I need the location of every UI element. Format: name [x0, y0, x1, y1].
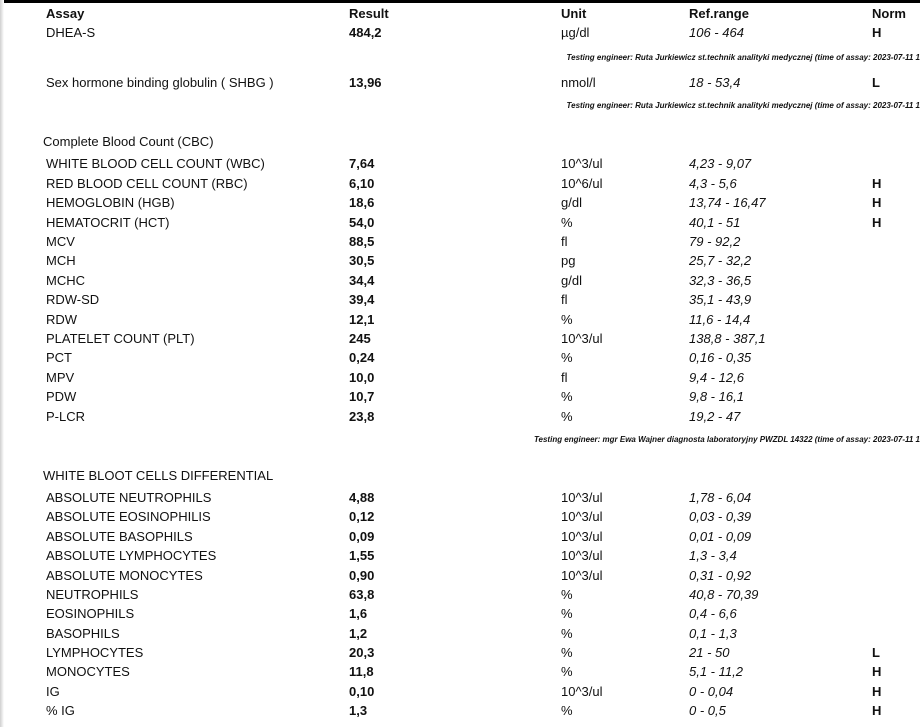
ref-range-value: 19,2 - 47: [689, 409, 741, 424]
header-ref-range: Ref.range: [689, 6, 749, 21]
table-row: [0, 329, 920, 349]
table-row: [0, 527, 920, 547]
header-result: Result: [349, 6, 389, 21]
result-value: 1,6: [349, 606, 368, 621]
ref-range-value: 138,8 - 387,1: [689, 331, 766, 346]
result-value: 30,5: [349, 253, 375, 268]
ref-range-value: 5,1 - 11,2: [689, 664, 743, 679]
assay-name: NEUTROPHILS: [46, 587, 139, 602]
result-value: 10,7: [349, 389, 375, 404]
unit-value: 10^3/ul: [561, 490, 603, 505]
unit-value: %: [561, 626, 573, 641]
ref-range-value: 21 - 50: [689, 645, 730, 660]
ref-range-value: 0 - 0,5: [689, 703, 726, 718]
ref-range-value: 0 - 0,04: [689, 684, 734, 699]
table-header: [0, 4, 920, 24]
unit-value: fl: [561, 370, 568, 385]
ref-range-value: 9,8 - 16,1: [689, 389, 744, 404]
result-value: 0,10: [349, 684, 375, 699]
unit-value: fl: [561, 292, 568, 307]
norm-flag: H: [872, 664, 882, 679]
table-row: [0, 585, 920, 605]
table-row: [0, 662, 920, 682]
unit-value: 10^3/ul: [561, 509, 603, 524]
header-norm: Norm: [872, 6, 906, 21]
testing-engineer-note: Testing engineer: Ruta Jurkiewicz st.technik analityki medycznej (time of assay: 2023-07-11 1: [566, 53, 920, 62]
unit-value: 10^3/ul: [561, 684, 603, 699]
assay-name: Sex hormone binding globulin ( SHBG ): [46, 75, 274, 90]
table-row: [0, 566, 920, 586]
result-value: 484,2: [349, 25, 382, 40]
unit-value: g/dl: [561, 195, 582, 210]
ref-range-value: 11,6 - 14,4: [689, 312, 751, 327]
unit-value: %: [561, 664, 573, 679]
unit-value: 10^3/ul: [561, 529, 603, 544]
result-value: 39,4: [349, 292, 375, 307]
assay-name: LYMPHOCYTES: [46, 645, 144, 660]
assay-name: ABSOLUTE EOSINOPHILIS: [46, 509, 211, 524]
table-row: [0, 193, 920, 213]
norm-flag: L: [872, 75, 880, 90]
norm-flag: L: [872, 645, 880, 660]
ref-range-value: 40,8 - 70,39: [689, 587, 759, 602]
assay-name: MONOCYTES: [46, 664, 130, 679]
table-row: [0, 682, 920, 702]
result-value: 54,0: [349, 215, 375, 230]
ref-range-value: 18 - 53,4: [689, 75, 741, 90]
table-row: [0, 174, 920, 194]
assay-name: EOSINOPHILS: [46, 606, 135, 621]
unit-value: %: [561, 645, 573, 660]
table-row: [0, 232, 920, 252]
result-value: 23,8: [349, 409, 375, 424]
unit-value: 10^3/ul: [561, 568, 603, 583]
assay-name: MPV: [46, 370, 75, 385]
table-row: [0, 624, 920, 644]
table-row: [0, 251, 920, 271]
assay-name: ABSOLUTE LYMPHOCYTES: [46, 548, 217, 563]
result-value: 1,3: [349, 703, 368, 718]
testing-engineer-note: Testing engineer: Ruta Jurkiewicz st.technik analityki medycznej (time of assay: 2023-07-11 1: [566, 101, 920, 110]
ref-range-value: 79 - 92,2: [689, 234, 741, 249]
assay-name: DHEA-S: [46, 25, 96, 40]
result-value: 10,0: [349, 370, 375, 385]
norm-flag: H: [872, 684, 882, 699]
assay-name: WHITE BLOOD CELL COUNT (WBC): [46, 156, 265, 171]
ref-range-value: 9,4 - 12,6: [689, 370, 744, 385]
assay-name: ABSOLUTE BASOPHILS: [46, 529, 193, 544]
testing-engineer-note: Testing engineer: mgr Ewa Wajner diagnosta laboratoryjny PWZDL 14322 (time of assay: 2023-07-11 1: [533, 435, 920, 444]
result-value: 18,6: [349, 195, 375, 210]
assay-name: HEMATOCRIT (HCT): [46, 215, 170, 230]
ref-range-value: 1,78 - 6,04: [689, 490, 752, 505]
ref-range-value: 32,3 - 36,5: [689, 273, 752, 288]
table-row: [0, 546, 920, 566]
ref-range-value: 0,03 - 0,39: [689, 509, 752, 524]
unit-value: 10^3/ul: [561, 548, 603, 563]
result-value: 7,64: [349, 156, 375, 171]
ref-range-value: 106 - 464: [689, 25, 744, 40]
unit-value: nmol/l: [561, 75, 596, 90]
result-value: 0,90: [349, 568, 375, 583]
assay-name: BASOPHILS: [46, 626, 120, 641]
table-row: [0, 23, 920, 43]
result-value: 20,3: [349, 645, 375, 660]
table-row: [0, 271, 920, 291]
header-unit: Unit: [561, 6, 587, 21]
result-value: 88,5: [349, 234, 375, 249]
ref-range-value: 0,1 - 1,3: [689, 626, 737, 641]
table-row: [0, 310, 920, 330]
ref-range-value: 0,01 - 0,09: [689, 529, 752, 544]
ref-range-value: 4,23 - 9,07: [689, 156, 752, 171]
unit-value: %: [561, 409, 573, 424]
result-value: 4,88: [349, 490, 375, 505]
ref-range-value: 25,7 - 32,2: [689, 253, 752, 268]
norm-flag: H: [872, 176, 882, 191]
table-row: [0, 368, 920, 388]
unit-value: %: [561, 215, 573, 230]
ref-range-value: 4,3 - 5,6: [689, 176, 737, 191]
norm-flag: H: [872, 25, 882, 40]
assay-name: PLATELET COUNT (PLT): [46, 331, 195, 346]
unit-value: µg/dl: [561, 25, 590, 40]
result-value: 6,10: [349, 176, 375, 191]
result-value: 0,12: [349, 509, 375, 524]
ref-range-value: 0,16 - 0,35: [689, 350, 752, 365]
result-value: 0,24: [349, 350, 375, 365]
unit-value: %: [561, 703, 573, 718]
unit-value: %: [561, 587, 573, 602]
norm-flag: H: [872, 195, 882, 210]
section-title-differential: WHITE BLOOT CELLS DIFFERENTIAL: [43, 468, 274, 483]
table-row: [0, 290, 920, 310]
assay-name: PDW: [46, 389, 77, 404]
unit-value: g/dl: [561, 273, 582, 288]
table-row: [0, 387, 920, 407]
assay-name: % IG: [46, 703, 75, 718]
norm-flag: H: [872, 215, 882, 230]
top-border-line: [0, 0, 920, 3]
result-value: 13,96: [349, 75, 382, 90]
ref-range-value: 0,4 - 6,6: [689, 606, 737, 621]
unit-value: %: [561, 606, 573, 621]
result-value: 1,55: [349, 548, 375, 563]
assay-name: MCV: [46, 234, 75, 249]
table-row: [0, 507, 920, 527]
ref-range-value: 1,3 - 3,4: [689, 548, 737, 563]
ref-range-value: 0,31 - 0,92: [689, 568, 752, 583]
assay-name: RDW: [46, 312, 78, 327]
assay-name: MCH: [46, 253, 76, 268]
table-row: [0, 604, 920, 624]
table-row: [0, 348, 920, 368]
unit-value: %: [561, 350, 573, 365]
assay-name: ABSOLUTE NEUTROPHILS: [46, 490, 212, 505]
result-value: 11,8: [349, 664, 374, 679]
assay-name: RED BLOOD CELL COUNT (RBC): [46, 176, 248, 191]
result-value: 0,09: [349, 529, 375, 544]
table-row: [0, 407, 920, 427]
table-row: [0, 701, 920, 721]
header-assay: Assay: [46, 6, 85, 21]
assay-name: PCT: [46, 350, 72, 365]
unit-value: %: [561, 389, 573, 404]
unit-value: fl: [561, 234, 568, 249]
ref-range-value: 40,1 - 51: [689, 215, 741, 230]
table-row: [0, 643, 920, 663]
table-row: [0, 154, 920, 174]
unit-value: 10^3/ul: [561, 156, 603, 171]
unit-value: %: [561, 312, 573, 327]
table-row: [0, 213, 920, 233]
result-value: 63,8: [349, 587, 375, 602]
assay-name: RDW-SD: [46, 292, 100, 307]
norm-flag: H: [872, 703, 882, 718]
table-row: [0, 488, 920, 508]
ref-range-value: 35,1 - 43,9: [689, 292, 752, 307]
assay-name: ABSOLUTE MONOCYTES: [46, 568, 203, 583]
assay-name: HEMOGLOBIN (HGB): [46, 195, 175, 210]
assay-name: P-LCR: [46, 409, 86, 424]
assay-name: IG: [46, 684, 60, 699]
result-value: 245: [349, 331, 371, 346]
section-title-cbc: Complete Blood Count (CBC): [43, 134, 214, 149]
unit-value: pg: [561, 253, 576, 268]
assay-name: MCHC: [46, 273, 85, 288]
ref-range-value: 13,74 - 16,47: [689, 195, 766, 210]
table-row: [0, 73, 920, 93]
result-value: 34,4: [349, 273, 375, 288]
unit-value: 10^6/ul: [561, 176, 603, 191]
result-value: 1,2: [349, 626, 368, 641]
unit-value: 10^3/ul: [561, 331, 603, 346]
result-value: 12,1: [349, 312, 375, 327]
